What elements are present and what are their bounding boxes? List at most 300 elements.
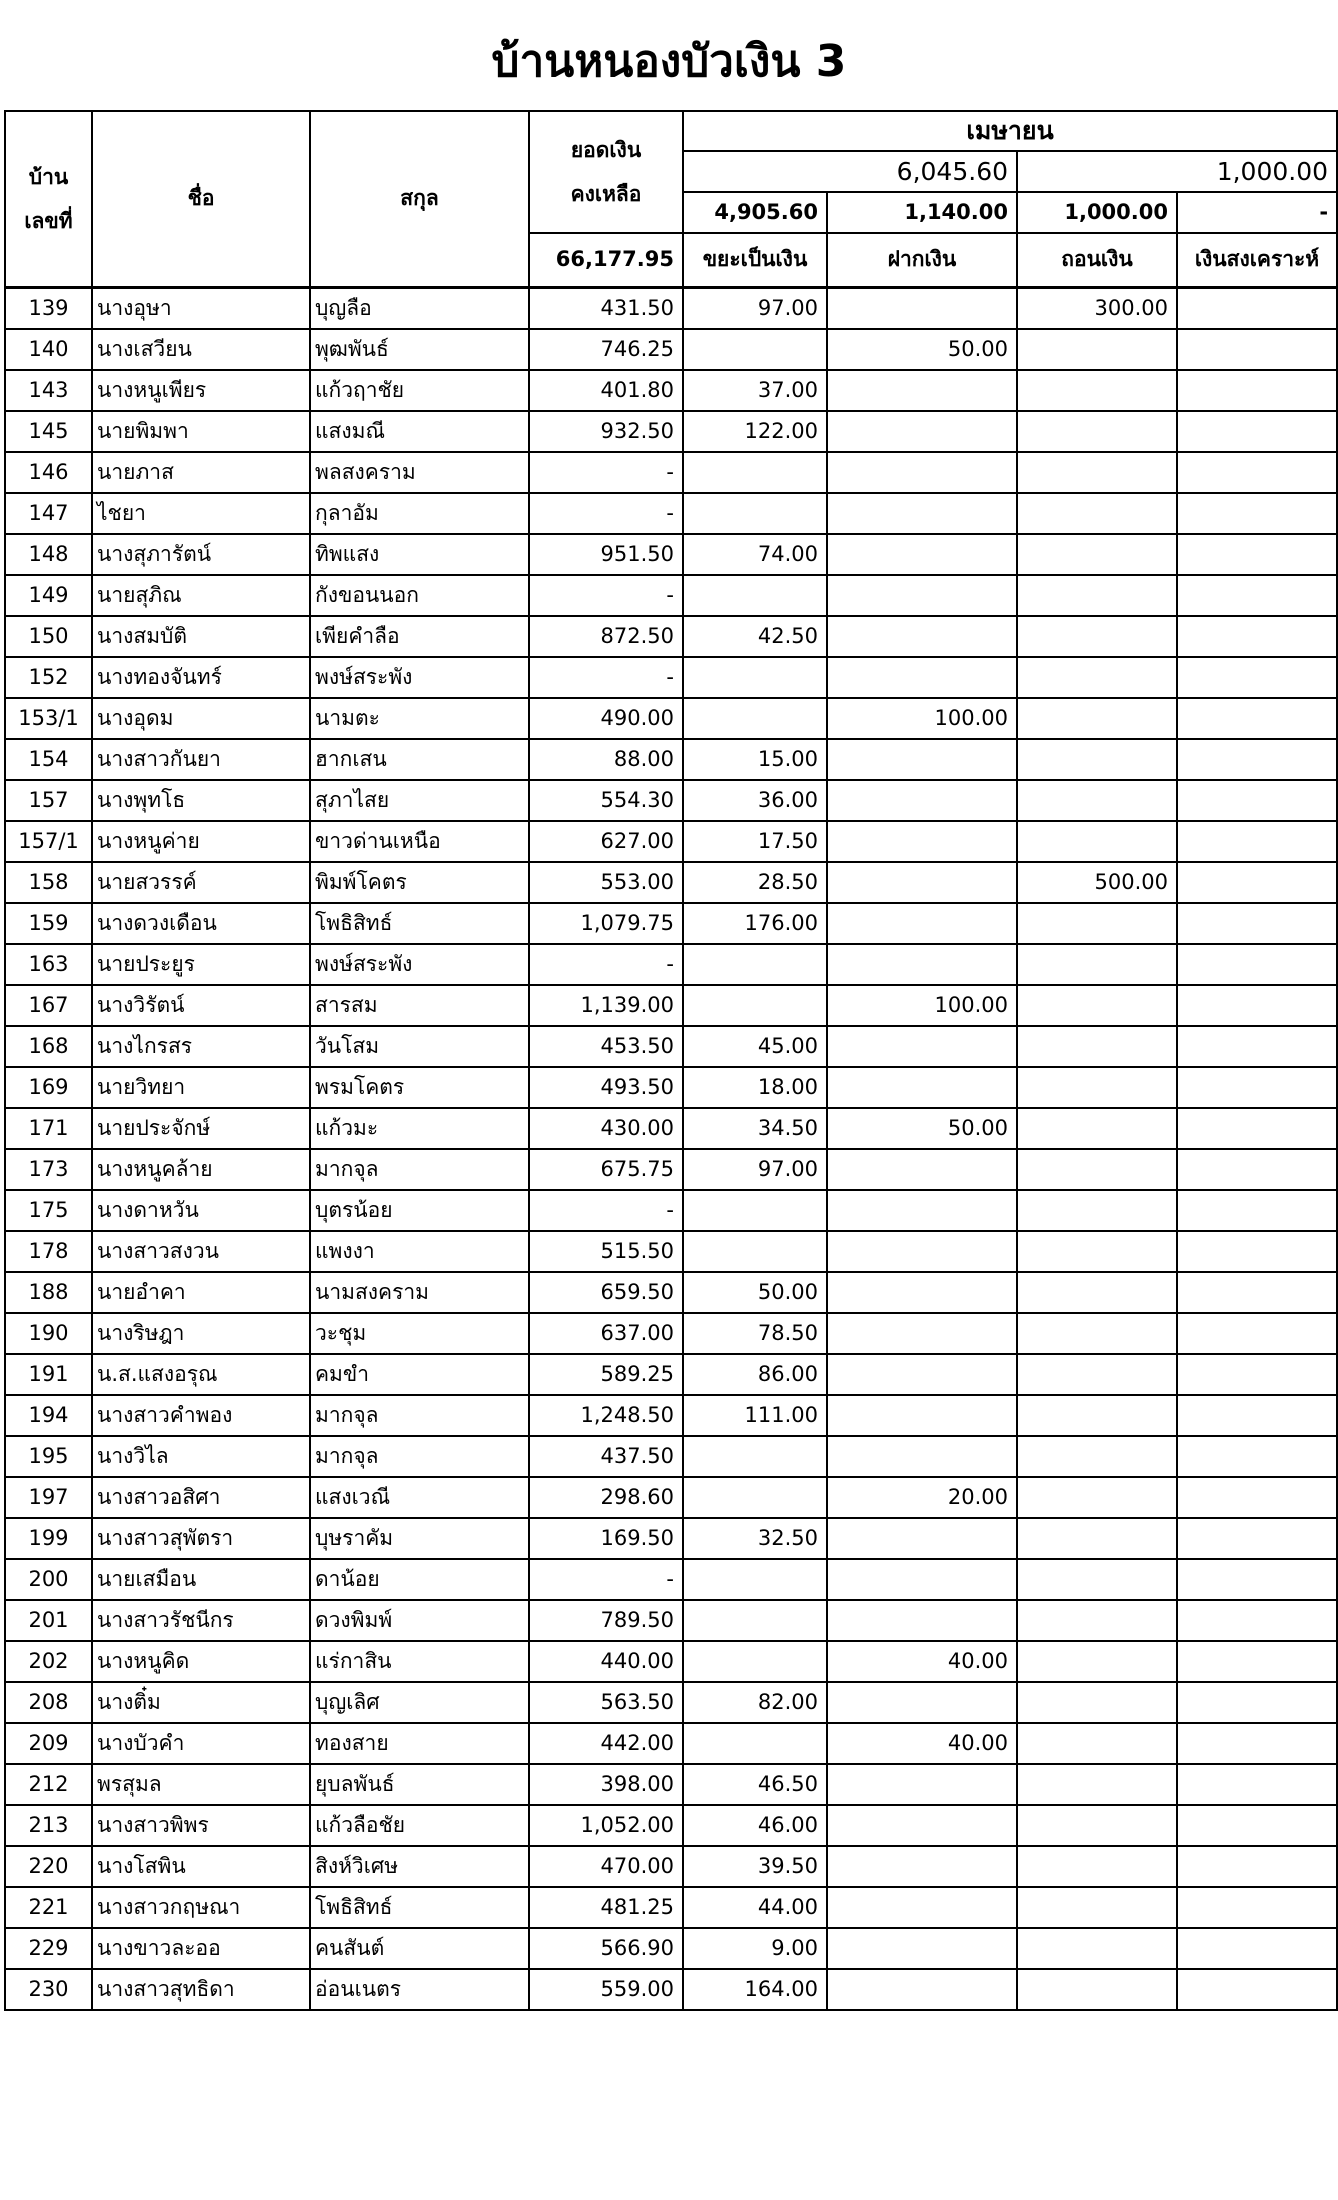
surname-cell: ขาวด่านเหนือ [310, 821, 529, 862]
balance-cell: 515.50 [529, 1231, 683, 1272]
subtotal-withdraw: 1,000.00 [1017, 192, 1177, 233]
welfare-cell [1177, 493, 1337, 534]
waste-cell: 17.50 [683, 821, 827, 862]
surname-cell: แสงเวณี [310, 1477, 529, 1518]
table-row [5, 1477, 1337, 1518]
table-row [5, 1518, 1337, 1559]
col-waste-header: ขยะเป็นเงิน [683, 233, 827, 287]
withdraw-cell: 300.00 [1017, 287, 1177, 329]
balance-cell: 490.00 [529, 698, 683, 739]
table-row [5, 452, 1337, 493]
surname-cell: วันโสม [310, 1026, 529, 1067]
waste-cell [683, 1723, 827, 1764]
waste-cell: 42.50 [683, 616, 827, 657]
waste-cell: 164.00 [683, 1969, 827, 2010]
welfare-cell [1177, 739, 1337, 780]
house-no-cell: 154 [5, 739, 92, 780]
house-no-cell: 221 [5, 1887, 92, 1928]
table-row [5, 862, 1337, 903]
house-no-cell: 202 [5, 1641, 92, 1682]
welfare-cell [1177, 862, 1337, 903]
deposit-cell [827, 1846, 1017, 1887]
welfare-cell [1177, 1190, 1337, 1231]
deposit-cell [827, 657, 1017, 698]
surname-cell: ฮากเสน [310, 739, 529, 780]
house-no-cell: 147 [5, 493, 92, 534]
table-row [5, 1354, 1337, 1395]
name-cell: นางพุทโธ [92, 780, 310, 821]
waste-cell [683, 329, 827, 370]
deposit-cell [827, 370, 1017, 411]
house-no-cell: 194 [5, 1395, 92, 1436]
surname-cell: นามสงคราม [310, 1272, 529, 1313]
table-row [5, 1026, 1337, 1067]
name-cell: นางขาวละออ [92, 1928, 310, 1969]
deposit-cell [827, 821, 1017, 862]
house-no-cell: 212 [5, 1764, 92, 1805]
welfare-cell [1177, 534, 1337, 575]
balance-cell: 88.00 [529, 739, 683, 780]
house-no-cell: 220 [5, 1846, 92, 1887]
balance-cell: - [529, 493, 683, 534]
deposit-cell [827, 1969, 1017, 2010]
withdraw-cell [1017, 1559, 1177, 1600]
table-row [5, 493, 1337, 534]
withdraw-cell [1017, 1313, 1177, 1354]
balance-cell: 1,052.00 [529, 1805, 683, 1846]
welfare-cell [1177, 1436, 1337, 1477]
name-cell: นางบัวคำ [92, 1723, 310, 1764]
name-cell: นายสุภิณ [92, 575, 310, 616]
table-row [5, 1600, 1337, 1641]
house-no-cell: 195 [5, 1436, 92, 1477]
house-no-cell: 188 [5, 1272, 92, 1313]
name-cell: นางวิรัตน์ [92, 985, 310, 1026]
deposit-cell [827, 739, 1017, 780]
deposit-cell [827, 944, 1017, 985]
waste-cell: 86.00 [683, 1354, 827, 1395]
surname-cell: บุญลือ [310, 287, 529, 329]
deposit-cell [827, 862, 1017, 903]
name-cell: นางทองจันทร์ [92, 657, 310, 698]
welfare-cell [1177, 370, 1337, 411]
waste-cell [683, 493, 827, 534]
balance-cell: - [529, 452, 683, 493]
withdraw-cell [1017, 1108, 1177, 1149]
surname-cell: ทองสาย [310, 1723, 529, 1764]
balance-cell: 430.00 [529, 1108, 683, 1149]
balance-cell: - [529, 657, 683, 698]
name-cell: นายภาส [92, 452, 310, 493]
surname-cell: พุฒพันธ์ [310, 329, 529, 370]
surname-cell: พงษ์สระพัง [310, 657, 529, 698]
balance-cell: - [529, 1190, 683, 1231]
deposit-cell [827, 1149, 1017, 1190]
name-cell: นางสาวสงวน [92, 1231, 310, 1272]
withdraw-cell [1017, 1354, 1177, 1395]
deposit-cell [827, 1272, 1017, 1313]
waste-cell [683, 698, 827, 739]
surname-cell: คนสันต์ [310, 1928, 529, 1969]
table-row [5, 1231, 1337, 1272]
withdraw-cell [1017, 1682, 1177, 1723]
house-no-cell: 190 [5, 1313, 92, 1354]
balance-total: 66,177.95 [529, 233, 683, 287]
welfare-cell [1177, 944, 1337, 985]
surname-cell: บุญเลิศ [310, 1682, 529, 1723]
name-header: ชื่อ [92, 111, 310, 287]
welfare-cell [1177, 1354, 1337, 1395]
welfare-cell [1177, 329, 1337, 370]
balance-cell: 298.60 [529, 1477, 683, 1518]
table-row [5, 1846, 1337, 1887]
name-cell: นางสาวกันยา [92, 739, 310, 780]
surname-cell: พลสงคราม [310, 452, 529, 493]
deposit-cell [827, 1067, 1017, 1108]
table-row [5, 1723, 1337, 1764]
balance-cell: 675.75 [529, 1149, 683, 1190]
deposit-cell [827, 411, 1017, 452]
house-no-label-2: เลขที่ [24, 208, 73, 233]
surname-cell: เพียคำลือ [310, 616, 529, 657]
welfare-cell [1177, 1682, 1337, 1723]
house-no-cell: 145 [5, 411, 92, 452]
surname-cell: พรมโคตร [310, 1067, 529, 1108]
waste-cell: 18.00 [683, 1067, 827, 1108]
welfare-cell [1177, 1518, 1337, 1559]
withdraw-cell [1017, 657, 1177, 698]
table-row [5, 1436, 1337, 1477]
balance-cell: 627.00 [529, 821, 683, 862]
waste-cell [683, 985, 827, 1026]
balance-label-2: คงเหลือ [570, 182, 642, 206]
house-no-cell: 143 [5, 370, 92, 411]
withdraw-cell [1017, 1026, 1177, 1067]
deposit-cell: 40.00 [827, 1641, 1017, 1682]
deposit-cell [827, 1026, 1017, 1067]
deposit-cell [827, 1190, 1017, 1231]
name-cell: นายสวรรค์ [92, 862, 310, 903]
surname-header: สกุล [310, 111, 529, 287]
house-no-cell: 209 [5, 1723, 92, 1764]
balance-cell: 872.50 [529, 616, 683, 657]
withdraw-cell [1017, 985, 1177, 1026]
name-cell: นางอุษา [92, 287, 310, 329]
waste-cell [683, 452, 827, 493]
month-total-right: 1,000.00 [1017, 151, 1337, 192]
name-cell: นางดาหวัน [92, 1190, 310, 1231]
table-row [5, 1067, 1337, 1108]
house-no-cell: 139 [5, 287, 92, 329]
welfare-cell [1177, 1887, 1337, 1928]
table-row [5, 698, 1337, 739]
deposit-cell [827, 493, 1017, 534]
withdraw-cell [1017, 1764, 1177, 1805]
waste-cell [683, 575, 827, 616]
house-no-cell: 150 [5, 616, 92, 657]
balance-cell: 589.25 [529, 1354, 683, 1395]
welfare-cell [1177, 903, 1337, 944]
balance-cell: 493.50 [529, 1067, 683, 1108]
withdraw-cell [1017, 944, 1177, 985]
table-row [5, 944, 1337, 985]
waste-cell: 28.50 [683, 862, 827, 903]
welfare-cell [1177, 1067, 1337, 1108]
table-row [5, 821, 1337, 862]
table-body [5, 287, 1337, 2010]
table-row [5, 1682, 1337, 1723]
house-no-cell: 140 [5, 329, 92, 370]
name-cell: นางสาวกฤษณา [92, 1887, 310, 1928]
house-no-cell: 152 [5, 657, 92, 698]
welfare-cell [1177, 1026, 1337, 1067]
withdraw-cell [1017, 1395, 1177, 1436]
table-row [5, 1969, 1337, 2010]
name-cell: นายประยูร [92, 944, 310, 985]
house-no-cell: 191 [5, 1354, 92, 1395]
deposit-cell [827, 1682, 1017, 1723]
table-row [5, 329, 1337, 370]
table-row [5, 739, 1337, 780]
surname-cell: โพธิสิทธ์ [310, 903, 529, 944]
waste-cell: 46.00 [683, 1805, 827, 1846]
waste-cell: 176.00 [683, 903, 827, 944]
surname-cell: สุภาไสย [310, 780, 529, 821]
waste-cell [683, 657, 827, 698]
table-row [5, 1190, 1337, 1231]
col-withdraw-header: ถอนเงิน [1017, 233, 1177, 287]
withdraw-cell [1017, 1641, 1177, 1682]
withdraw-cell [1017, 1272, 1177, 1313]
subtotal-waste: 4,905.60 [683, 192, 827, 233]
house-no-cell: 159 [5, 903, 92, 944]
welfare-cell [1177, 1395, 1337, 1436]
waste-cell: 37.00 [683, 370, 827, 411]
withdraw-cell [1017, 780, 1177, 821]
welfare-cell [1177, 1846, 1337, 1887]
table-row [5, 1108, 1337, 1149]
name-cell: นายอำคา [92, 1272, 310, 1313]
welfare-cell [1177, 1313, 1337, 1354]
house-no-cell: 213 [5, 1805, 92, 1846]
savings-table [4, 110, 1338, 2011]
surname-cell: ยุบลพันธ์ [310, 1764, 529, 1805]
withdraw-cell [1017, 739, 1177, 780]
surname-cell: กุลาอัม [310, 493, 529, 534]
surname-cell: สารสม [310, 985, 529, 1026]
waste-cell: 78.50 [683, 1313, 827, 1354]
surname-cell: กังขอนนอก [310, 575, 529, 616]
surname-cell: โพธิสิทธ์ [310, 1887, 529, 1928]
house-no-cell: 167 [5, 985, 92, 1026]
page-title: บ้านหนองบัวเงิน 3 [491, 36, 847, 87]
surname-cell: อ่อนเนตร [310, 1969, 529, 2010]
withdraw-cell [1017, 616, 1177, 657]
welfare-cell [1177, 1231, 1337, 1272]
balance-cell: 659.50 [529, 1272, 683, 1313]
deposit-cell [827, 1887, 1017, 1928]
surname-cell: ดาน้อย [310, 1559, 529, 1600]
withdraw-cell [1017, 1969, 1177, 2010]
name-cell: นางอุดม [92, 698, 310, 739]
withdraw-cell [1017, 1846, 1177, 1887]
table-row [5, 411, 1337, 452]
waste-cell: 44.00 [683, 1887, 827, 1928]
surname-cell: แก้วลือชัย [310, 1805, 529, 1846]
withdraw-cell [1017, 821, 1177, 862]
table-row [5, 287, 1337, 329]
house-no-cell: 230 [5, 1969, 92, 2010]
withdraw-cell [1017, 1518, 1177, 1559]
deposit-cell: 50.00 [827, 329, 1017, 370]
welfare-cell [1177, 821, 1337, 862]
table-row [5, 1559, 1337, 1600]
deposit-cell [827, 1436, 1017, 1477]
deposit-cell [827, 616, 1017, 657]
table-row [5, 575, 1337, 616]
surname-cell: แพงงา [310, 1231, 529, 1272]
balance-cell: 1,139.00 [529, 985, 683, 1026]
welfare-cell [1177, 1108, 1337, 1149]
deposit-cell [827, 1518, 1017, 1559]
table-row [5, 1641, 1337, 1682]
deposit-cell: 20.00 [827, 1477, 1017, 1518]
deposit-cell [827, 1764, 1017, 1805]
name-cell: นางสาวคำพอง [92, 1395, 310, 1436]
welfare-cell [1177, 780, 1337, 821]
deposit-cell [827, 1928, 1017, 1969]
deposit-cell [827, 780, 1017, 821]
name-cell: นางหนูเพียร [92, 370, 310, 411]
table-row [5, 534, 1337, 575]
balance-cell: 951.50 [529, 534, 683, 575]
name-cell: นายพิมพา [92, 411, 310, 452]
withdraw-cell [1017, 903, 1177, 944]
withdraw-cell [1017, 370, 1177, 411]
withdraw-cell [1017, 1477, 1177, 1518]
house-no-header [5, 111, 92, 287]
waste-cell [683, 1231, 827, 1272]
waste-cell: 97.00 [683, 1149, 827, 1190]
waste-cell [683, 1190, 827, 1231]
surname-cell: แสงมณี [310, 411, 529, 452]
table-row [5, 657, 1337, 698]
welfare-cell [1177, 698, 1337, 739]
waste-cell: 34.50 [683, 1108, 827, 1149]
balance-cell: 470.00 [529, 1846, 683, 1887]
house-no-cell: 201 [5, 1600, 92, 1641]
house-no-cell: 178 [5, 1231, 92, 1272]
table-row [5, 1764, 1337, 1805]
deposit-cell: 40.00 [827, 1723, 1017, 1764]
house-no-cell: 163 [5, 944, 92, 985]
surname-cell: พิมพ์โคตร [310, 862, 529, 903]
table-row [5, 370, 1337, 411]
waste-cell: 36.00 [683, 780, 827, 821]
welfare-cell [1177, 1149, 1337, 1190]
house-no-cell: 169 [5, 1067, 92, 1108]
balance-cell: - [529, 944, 683, 985]
balance-cell: 746.25 [529, 329, 683, 370]
deposit-cell [827, 534, 1017, 575]
waste-cell [683, 944, 827, 985]
welfare-cell [1177, 287, 1337, 329]
balance-cell: 554.30 [529, 780, 683, 821]
house-no-cell: 199 [5, 1518, 92, 1559]
balance-cell: 398.00 [529, 1764, 683, 1805]
withdraw-cell [1017, 1149, 1177, 1190]
surname-cell: แร่กาสิน [310, 1641, 529, 1682]
name-cell: นางหนูค่าย [92, 821, 310, 862]
house-no-cell: 168 [5, 1026, 92, 1067]
name-cell: นางสมบัติ [92, 616, 310, 657]
name-cell: นางหนูคล้าย [92, 1149, 310, 1190]
welfare-cell [1177, 1723, 1337, 1764]
name-cell: นางสาวสุพัตรา [92, 1518, 310, 1559]
table-row [5, 616, 1337, 657]
balance-label-1: ยอดเงิน [570, 138, 642, 162]
house-no-cell: 153/1 [5, 698, 92, 739]
deposit-cell [827, 452, 1017, 493]
table-row [5, 1313, 1337, 1354]
balance-cell: 559.00 [529, 1969, 683, 2010]
withdraw-cell [1017, 452, 1177, 493]
table-row [5, 1928, 1337, 1969]
house-no-cell: 197 [5, 1477, 92, 1518]
withdraw-cell [1017, 1190, 1177, 1231]
balance-header [529, 111, 683, 233]
welfare-cell [1177, 1641, 1337, 1682]
deposit-cell [827, 1559, 1017, 1600]
waste-cell [683, 1559, 827, 1600]
waste-cell: 122.00 [683, 411, 827, 452]
welfare-cell [1177, 1272, 1337, 1313]
withdraw-cell [1017, 1600, 1177, 1641]
waste-cell: 74.00 [683, 534, 827, 575]
withdraw-cell [1017, 698, 1177, 739]
surname-cell: มากจุล [310, 1149, 529, 1190]
house-no-cell: 157 [5, 780, 92, 821]
withdraw-cell [1017, 329, 1177, 370]
subtotal-welfare: - [1177, 192, 1337, 233]
surname-cell: วะชุม [310, 1313, 529, 1354]
deposit-cell: 100.00 [827, 698, 1017, 739]
waste-cell: 15.00 [683, 739, 827, 780]
balance-cell: 553.00 [529, 862, 683, 903]
balance-cell: 431.50 [529, 287, 683, 329]
welfare-cell [1177, 1600, 1337, 1641]
subtotal-deposit: 1,140.00 [827, 192, 1017, 233]
waste-cell [683, 1436, 827, 1477]
surname-cell: บุษราคัม [310, 1518, 529, 1559]
withdraw-cell [1017, 411, 1177, 452]
waste-cell [683, 1477, 827, 1518]
withdraw-cell: 500.00 [1017, 862, 1177, 903]
welfare-cell [1177, 1805, 1337, 1846]
waste-cell: 45.00 [683, 1026, 827, 1067]
balance-cell: 437.50 [529, 1436, 683, 1477]
deposit-cell: 50.00 [827, 1108, 1017, 1149]
deposit-cell [827, 575, 1017, 616]
waste-cell [683, 1641, 827, 1682]
deposit-cell [827, 287, 1017, 329]
withdraw-cell [1017, 534, 1177, 575]
withdraw-cell [1017, 1723, 1177, 1764]
withdraw-cell [1017, 1067, 1177, 1108]
welfare-cell [1177, 616, 1337, 657]
name-cell: พรสุมล [92, 1764, 310, 1805]
waste-cell: 32.50 [683, 1518, 827, 1559]
